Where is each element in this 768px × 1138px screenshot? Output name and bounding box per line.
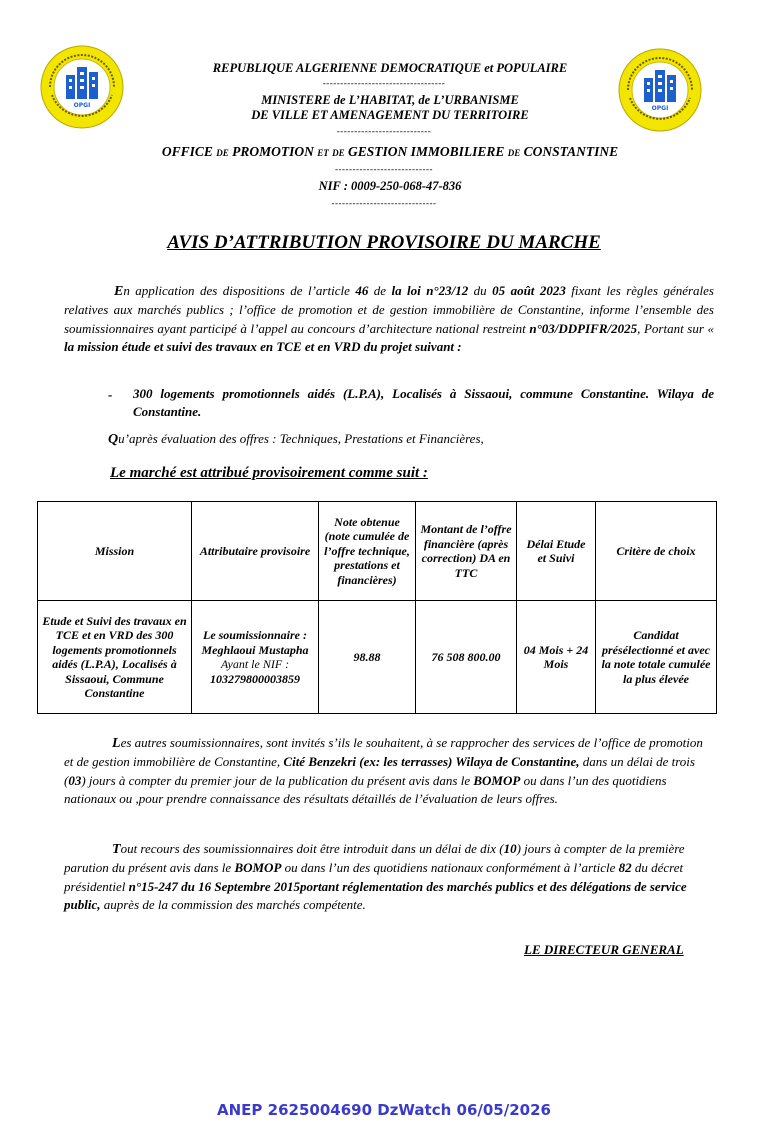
award-table (37, 501, 717, 714)
office-name: OFFICE de PROMOTION et de GESTION IMMOBILIERE de CONSTANTINE (161, 144, 619, 159)
cell-mission: Etude et Suivi des travaux en TCE et en VRD des 300 logements promotionnels aidés (L.P.A), Localisés à Sissaoui, Commune Constantine (38, 601, 192, 714)
project-bullet: 300 logements promotionnels aidés (L.P.A), Localisés à Sissaoui, commune Constantine. Wilaya de Constantine. (133, 386, 714, 419)
col-note: Note obtenue (note cumulée de l’offre technique, prestations et financières) (319, 502, 416, 601)
cell-note: 98.88 (319, 601, 416, 714)
republic-heading: REPUBLIQUE ALGERIENNE DEMOCRATIQUE et POPULAIRE (212, 61, 568, 75)
others-paragraph: Les autres soumissionnaires, sont invités s’ils le souhaitent, à se rapprocher des services de l’office de promotion et de gestion immobilière de Constantine, Cité Benzekri (ex: les terrasses) Wilaya de Constantine, dans un délai de trois (03) jours à compter du premier jour de la publication du présent avis dans le BOMOP ou dans l’un des quotidiens nationaux ou ,pour prendre connaissance des résultats détaillés de l’évaluation de leurs offres. (64, 735, 703, 806)
cell-attributaire (192, 601, 319, 714)
bullet-dash: - (108, 387, 113, 402)
header-separator: ------------------------------ (331, 198, 437, 208)
col-delai: Délai Etude et Suivi (517, 502, 596, 601)
recours-paragraph: Tout recours des soumissionnaires doit être introduit dans un délai de dix (10) jours à compter de la première parution du présent avis dans le BOMOP ou dans l’un des quotidiens nationaux conformément à l’article 82 du décret présidentiel n°15-247 du 16 Septembre 2015portant réglementation des marchés publics et des délégations de service public, auprès de la commission des marchés compétente. (64, 841, 687, 912)
attr-line: Le soumissionnaire : (202, 628, 307, 642)
attr-nif: 103279800003859 (210, 671, 300, 686)
table-row (38, 601, 717, 714)
svg-text:OPGI: OPGI (73, 102, 91, 109)
cell-montant: 76 508 800.00 (416, 601, 517, 714)
col-mission: Mission (38, 502, 192, 601)
evaluation-line: Qu’après évaluation des offres : Techniques, Prestations et Financières, (108, 431, 484, 447)
col-critere: Critère de choix (596, 502, 717, 601)
cell-critere: Candidat présélectionné et avec la note totale cumulée la plus élevée (596, 601, 717, 714)
notice-title: AVIS D’ATTRIBUTION PROVISOIRE DU MARCHE (167, 232, 601, 253)
attr-nif-label: Ayant le NIF : (220, 657, 290, 671)
office-nif: NIF : 0009-250-068-47-836 (318, 179, 462, 193)
anep-footer: ANEP 2625004690 DzWatch 06/05/2026 (217, 1101, 551, 1119)
attr-name: Meghlaoui Mustapha (201, 642, 309, 657)
header-separator: --------------------------- (336, 126, 432, 136)
table-header-row (38, 502, 717, 601)
header-separator: ----------------------------------- (322, 78, 446, 88)
intro-paragraph: En application des dispositions de l’article 46 de la loi n°23/12 du 05 août 2023 fixant les règles générales relatives aux marchés publics ; l’office de promotion et de gestion immobilière de Constantine, informe l’ensemble des soumissionnaires ayant participé à l’appel au concours d’architecture national restreint n°03/DDPIFR/2025, Portant sur « la mission étude et suivi des travaux en TCE et en VRD du projet suivant : (64, 283, 714, 354)
svg-text:OPGI: OPGI (651, 105, 669, 112)
cell-delai: 04 Mois + 24 Mois (517, 601, 596, 714)
col-attributaire: Attributaire provisoire (192, 502, 319, 601)
ministry-line-1: MINISTERE de L’HABITAT, de L’URBANISME (261, 93, 519, 107)
director-signature: LE DIRECTEUR GENERAL (524, 942, 684, 957)
award-subtitle: Le marché est attribué provisoirement comme suit : (110, 465, 428, 481)
ministry-line-2: DE VILLE ET AMENAGEMENT DU TERRITOIRE (251, 108, 529, 122)
header-separator: ---------------------------- (335, 164, 433, 174)
col-montant: Montant de l’offre financière (après correction) DA en TTC (416, 502, 517, 601)
